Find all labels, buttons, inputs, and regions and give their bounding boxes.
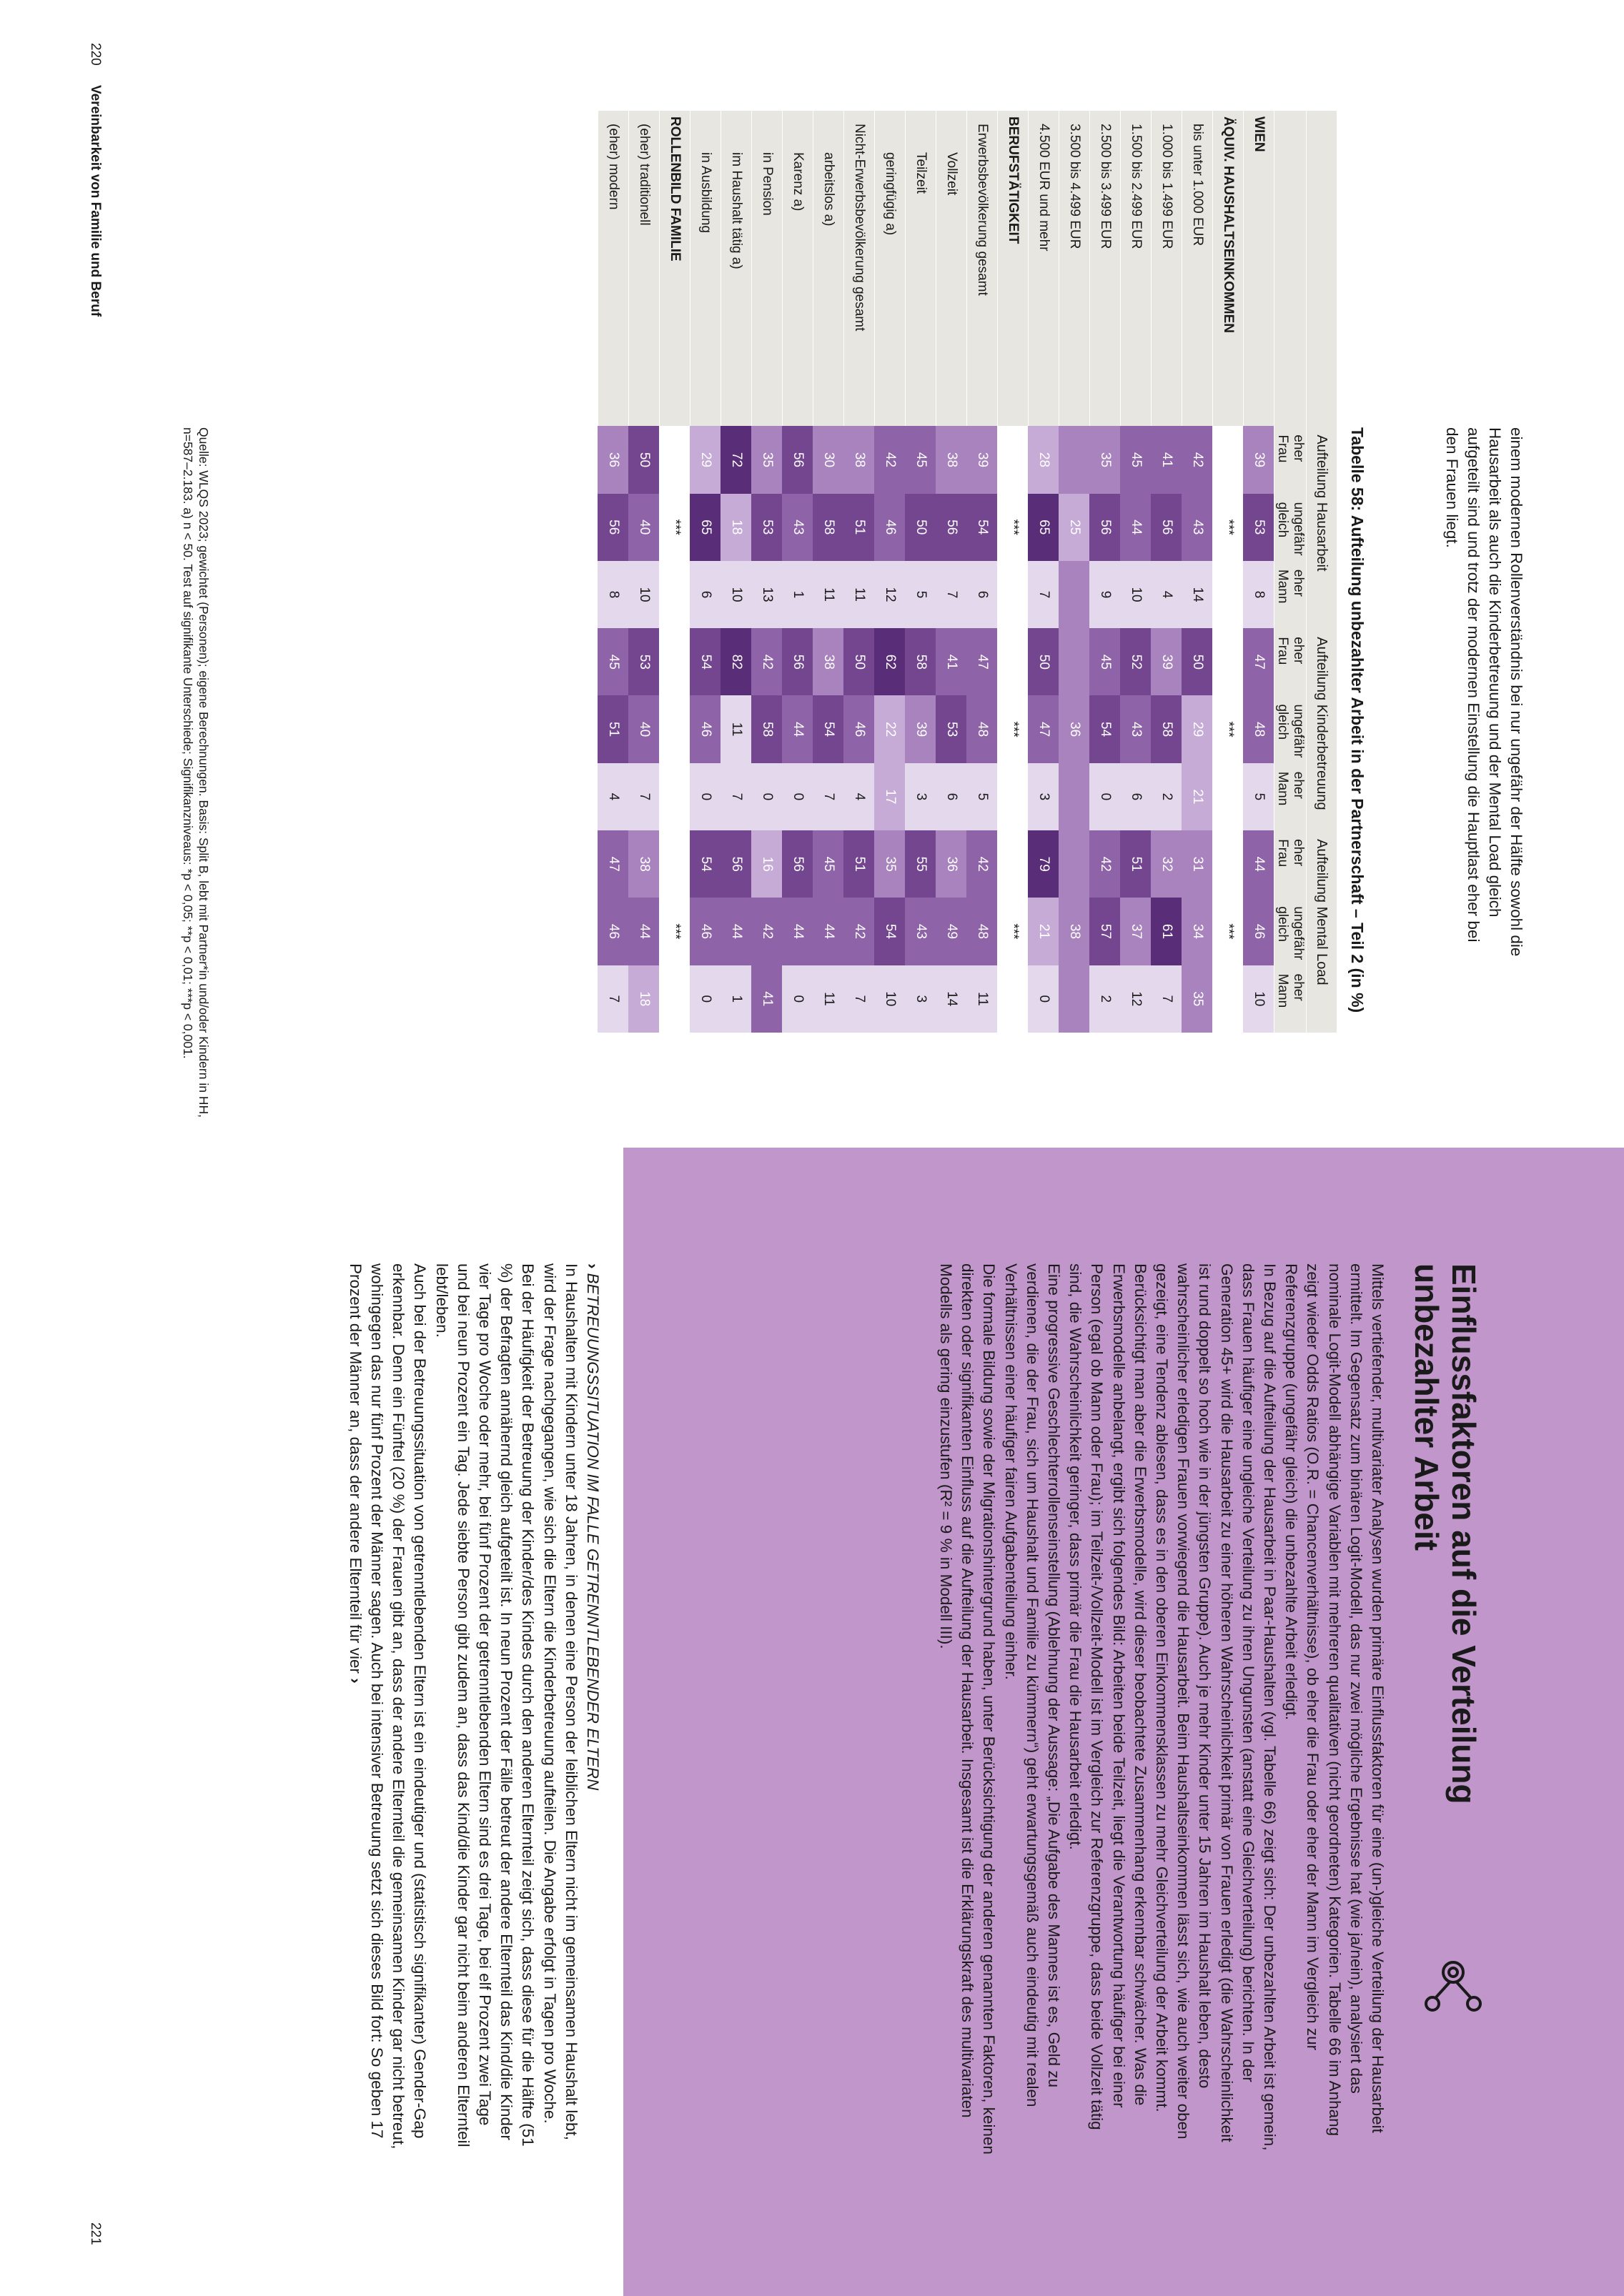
section-paragraph: Bei der Häufigkeit der Betreuung der Kinder/des Kindes durch den anderen Elternteil zeigt sich, dass diese für die Hälfte (51 %) der Befragten annähernd gleich aufgeteilt ist. In neun Prozent der Fälle betreut der andere Elternteil das Kind/die Kinder vier Tage pro Woche oder mehr, bei fünf Prozent der getrenntlebenden Eltern sind es drei Tage, bei elf Prozent zwei Tage und bei neun Prozent ein Tag. Jede siebte Person gibt zudem an, dass das Kind/die Kinder gar nicht beim anderen Elternteil lebt/leben. (432, 1263, 538, 2147)
table-cell: 39 (906, 695, 936, 762)
table-cell: 53 (752, 494, 783, 561)
table-cell: 6 (967, 561, 998, 628)
table-cell: 44 (783, 898, 813, 965)
section-body (345, 1263, 603, 2157)
running-head-title: Vereinbarkeit von Familie und Beruf (88, 84, 103, 317)
table-cell: 54 (813, 695, 844, 762)
table-subheader (1274, 111, 1307, 1033)
table-cell: 46 (844, 695, 875, 762)
table-cell: 2 (1152, 763, 1182, 830)
table-cell: 82 (721, 628, 752, 695)
table-cell: 35 (875, 830, 906, 898)
table-row (1152, 111, 1182, 1033)
table-cell: 21 (1182, 763, 1213, 830)
group-mental-load: Aufteilung Mental Load (1307, 830, 1337, 1033)
section-paragraph: Auch bei der Betreuungssituation von getrenntlebenden Eltern ist ein eindeutiger und (statistisch signifikanter) Gender-Gap erkennbar. Denn ein Fünftel (20 %) der Frauen gibt an, dass der andere Elternteil die gemeinsamen Kinder gar nicht betreut, wohingegen das nur fünf Prozent der Männer sagen. Auch bei intensiver Betreuung setzt sich dieses Bild fort: So geben 17 Prozent der Männer an, dass der andere Elternteil für vier › (346, 1263, 430, 2150)
table-cell (1059, 763, 1090, 830)
table-cell: 44 (629, 898, 660, 965)
table-cell: 0 (783, 965, 813, 1033)
table-cell: 43 (783, 494, 813, 561)
significance-cell (660, 695, 690, 762)
table-cell: 17 (875, 763, 906, 830)
table-cell: 65 (690, 494, 721, 561)
significance-cell (660, 561, 690, 628)
significance-cell: *** (660, 898, 690, 965)
page-number-left: 220 (88, 43, 103, 66)
table-cell (1059, 965, 1090, 1033)
table-cell: 11 (721, 695, 752, 762)
table-cell: 1 (721, 965, 752, 1033)
row-label: 2.500 bis 3.499 EUR (1090, 111, 1121, 426)
table-cell: 58 (1152, 695, 1182, 762)
table-cell: 42 (752, 898, 783, 965)
table-row (690, 111, 721, 1033)
table-row (598, 111, 629, 1033)
table-cell: 2 (1090, 965, 1121, 1033)
table-cell: 0 (752, 763, 783, 830)
running-head (87, 43, 103, 317)
significance-cell (998, 965, 1029, 1033)
table-cell: 16 (752, 830, 783, 898)
table-cell: 40 (629, 695, 660, 762)
table-cell: 54 (690, 628, 721, 695)
table-group-header (1307, 111, 1337, 1033)
table-cell: 5 (1244, 763, 1274, 830)
table-cell: 42 (1090, 830, 1121, 898)
table-cell: 62 (875, 628, 906, 695)
subcol-header: eher Frau (1274, 830, 1307, 898)
table-cell: 4 (1152, 561, 1182, 628)
table-cell: 34 (1182, 898, 1213, 965)
table-row (629, 111, 660, 1033)
table-cell: 38 (1059, 898, 1090, 965)
table-cell: 0 (1090, 763, 1121, 830)
table-cell: 22 (875, 695, 906, 762)
panel-paragraph: Eine progressive Geschlechterrollenseinstellung (Ablehnung der Aussage: „Die Aufgabe des Mannes ist es, Geld zu verdienen, die der Frau, sich um Haushalt und Familie zu kümmern“) geht erwartungsgemäß auch eindeutig mit realen Verhältnissen einer häufiger fairen Aufgabenteilung einher. (1001, 1263, 1063, 2107)
table-cell: 14 (1182, 561, 1213, 628)
table-cell: 41 (752, 965, 783, 1033)
table-cell: 54 (690, 830, 721, 898)
distribution-table (598, 111, 1337, 1033)
table-cell: 58 (813, 494, 844, 561)
table-cell: 50 (1182, 628, 1213, 695)
table-cell: 10 (1121, 561, 1152, 628)
table-cell: 50 (1029, 628, 1059, 695)
table-cell: 43 (906, 898, 936, 965)
table-cell: 39 (967, 426, 998, 493)
table-cell: 46 (598, 898, 629, 965)
table-row (906, 111, 936, 1033)
table-cell: 51 (1121, 830, 1152, 898)
table-cell: 56 (936, 494, 967, 561)
section-paragraphs (345, 1263, 582, 2157)
table-cell: 42 (844, 898, 875, 965)
table-cell: 58 (906, 628, 936, 695)
table-row (1182, 111, 1213, 1033)
table-row (813, 111, 844, 1033)
table-cell: 45 (1090, 628, 1121, 695)
table-cell: 41 (936, 628, 967, 695)
significance-cell (1213, 426, 1244, 493)
significance-cell (1213, 628, 1244, 695)
table-cell: 38 (844, 426, 875, 493)
intro-text: einem modernen Rollenverständnis bei nur ungefähr der Hälfte sowohl die Hausarbeit als auch die Kinderbetreuung und der Mental Load gleich aufgeteilt sind und trotz der modernen Einstellung die Hauptlast eher bei den Frauen liegt. (1443, 427, 1525, 957)
table-cell: 12 (875, 561, 906, 628)
table-corner (1307, 111, 1337, 426)
table-cell: 45 (1121, 426, 1152, 493)
table-source-note: Quelle: WLQS 2023; gewichtet (Personen); eigene Berechnungen. Basis: Split B, lebt mit Partner*in und/oder Kindern in HH, n=587–2.183. a) n < 50. Test auf signifikante Unterschiede; Signifikanzniveaus: *p < 0,05; **p < 0,01; ***p < 0,001. (181, 427, 211, 1118)
table-cell: 25 (1059, 494, 1090, 561)
table-cell: 32 (1152, 830, 1182, 898)
table-cell: 6 (690, 561, 721, 628)
row-label: 4.500 EUR und mehr (1029, 111, 1059, 426)
row-label: (eher) modern (598, 111, 629, 426)
section-paragraph: In Haushalten mit Kindern unter 18 Jahren, in denen eine Person der leiblichen Eltern nicht im gemeinsamen Haushalt lebt, wird der Frage nachgegangen, wie sich die Eltern die Kinderbetreuung aufteilen. Die Angabe erfolgt in Tagen pro Woche. (540, 1263, 580, 2140)
table-cell: 46 (1244, 898, 1274, 965)
table-cell: 0 (1029, 965, 1059, 1033)
significance-cell (998, 561, 1029, 628)
table-cell (1059, 426, 1090, 493)
row-label: 1.000 bis 1.499 EUR (1152, 111, 1182, 426)
table-cell: 6 (936, 763, 967, 830)
row-label: im Haushalt tätig a) (721, 111, 752, 426)
table-cell: 65 (1029, 494, 1059, 561)
significance-cell (998, 763, 1029, 830)
table-corner-sub (1274, 111, 1307, 426)
significance-cell (660, 628, 690, 695)
page-number-right: 221 (88, 2222, 103, 2245)
group-hausarbeit: Aufteilung Hausarbeit (1307, 426, 1337, 628)
row-label: geringfügig a) (875, 111, 906, 426)
table-cell: 38 (936, 426, 967, 493)
table-cell: 0 (690, 965, 721, 1033)
significance-cell (998, 830, 1029, 898)
table-cell: 61 (1152, 898, 1182, 965)
table-cell: 56 (1090, 494, 1121, 561)
table-cell: 3 (1029, 763, 1059, 830)
table-cell: 53 (1244, 494, 1274, 561)
table-cell: 11 (813, 965, 844, 1033)
table-cell: 18 (629, 965, 660, 1033)
table-cell: 42 (752, 628, 783, 695)
row-label: in Ausbildung (690, 111, 721, 426)
table-cell: 7 (936, 561, 967, 628)
table-row (660, 111, 690, 1033)
table-cell (1059, 830, 1090, 898)
table-cell: 50 (906, 494, 936, 561)
row-label: BERUFSTÄTIGKEIT (998, 111, 1029, 426)
significance-cell: *** (1213, 695, 1244, 762)
table-caption: Tabelle 58: Aufteilung unbezahlter Arbeit in der Partnerschaft – Teil 2 (in %) (1348, 427, 1367, 1013)
table-cell: 12 (1121, 965, 1152, 1033)
table-cell: 55 (906, 830, 936, 898)
arrow-icon: › (584, 1263, 602, 1269)
significance-cell (998, 628, 1029, 695)
table-cell: 30 (813, 426, 844, 493)
table-cell: 47 (1244, 628, 1274, 695)
table-cell: 11 (967, 965, 998, 1033)
table-cell: 44 (721, 898, 752, 965)
significance-cell (660, 830, 690, 898)
table-cell: 54 (1090, 695, 1121, 762)
table-row (875, 111, 906, 1033)
subcol-header: eher Mann (1274, 763, 1307, 830)
table-cell: 48 (1244, 695, 1274, 762)
table-cell: 37 (1121, 898, 1152, 965)
table-row (967, 111, 998, 1033)
table-cell: 52 (1121, 628, 1152, 695)
row-label: (eher) traditionell (629, 111, 660, 426)
significance-cell (660, 426, 690, 493)
significance-cell (1213, 830, 1244, 898)
table-cell: 14 (936, 965, 967, 1033)
significance-cell (1213, 763, 1244, 830)
table-cell: 56 (721, 830, 752, 898)
share-nodes-icon (1422, 1958, 1484, 2019)
table-row (721, 111, 752, 1033)
table-cell: 56 (1152, 494, 1182, 561)
table-cell: 6 (1121, 763, 1152, 830)
table-cell: 4 (598, 763, 629, 830)
table-cell: 79 (1029, 830, 1059, 898)
table-cell: 7 (844, 965, 875, 1033)
row-label: Vollzeit (936, 111, 967, 426)
table-cell: 0 (783, 763, 813, 830)
table-cell: 47 (598, 830, 629, 898)
table-cell: 8 (598, 561, 629, 628)
table-row (1059, 111, 1090, 1033)
table-cell: 0 (690, 763, 721, 830)
panel-title: Einflussfaktoren auf die Verteilung unbezahlter Arbeit (1408, 1263, 1482, 1804)
table-cell: 42 (875, 426, 906, 493)
table-cell: 46 (690, 898, 721, 965)
table-cell: 10 (629, 561, 660, 628)
table-cell: 39 (1152, 628, 1182, 695)
table-cell: 35 (1182, 965, 1213, 1033)
table-cell: 72 (721, 426, 752, 493)
table-cell: 56 (783, 830, 813, 898)
table-cell: 49 (936, 898, 967, 965)
subcol-header: eher Mann (1274, 965, 1307, 1033)
table-cell: 51 (598, 695, 629, 762)
table-cell: 7 (598, 965, 629, 1033)
row-label: arbeitslos a) (813, 111, 844, 426)
table-cell: 38 (813, 628, 844, 695)
table-row (1213, 111, 1244, 1033)
table-cell: 1 (783, 561, 813, 628)
table-cell: 5 (906, 561, 936, 628)
table-cell: 47 (1029, 695, 1059, 762)
table-cell: 3 (906, 965, 936, 1033)
table-cell: 53 (629, 628, 660, 695)
table-cell: 8 (1244, 561, 1274, 628)
table-cell: 48 (967, 695, 998, 762)
table-cell: 35 (1090, 426, 1121, 493)
row-label: 1.500 bis 2.499 EUR (1121, 111, 1152, 426)
group-kinderbetreuung: Aufteilung Kinderbetreuung (1307, 628, 1337, 830)
row-label: ÄQUIV. HAUSHALTSEINKOMMEN (1213, 111, 1244, 426)
table-cell: 5 (967, 763, 998, 830)
row-label: Teilzeit (906, 111, 936, 426)
table-cell: 36 (598, 426, 629, 493)
table-cell: 53 (936, 695, 967, 762)
table-cell: 18 (721, 494, 752, 561)
table-cell: 54 (967, 494, 998, 561)
table-cell: 45 (813, 830, 844, 898)
table-row (783, 111, 813, 1033)
table-cell: 44 (1244, 830, 1274, 898)
section-heading-text: BETREUUNGSSITUATION IM FALLE GETRENNTLEBENDER ELTERN (584, 1273, 602, 1791)
table-cell: 4 (844, 763, 875, 830)
table-cell: 36 (936, 830, 967, 898)
table-cell: 28 (1029, 426, 1059, 493)
table-cell: 41 (1152, 426, 1182, 493)
table-cell: 46 (690, 695, 721, 762)
table-cell: 7 (721, 763, 752, 830)
table-row (1121, 111, 1152, 1033)
table-cell: 54 (875, 898, 906, 965)
table-cell: 40 (629, 494, 660, 561)
significance-cell (998, 426, 1029, 493)
panel-paragraph: In Bezug auf die Aufteilung der Hausarbeit in Paar-Haushalten (vgl. Tabelle 66) zeigt sich: Der unbezahlten Arbeit ist gemein, dass Frauen häufiger eine ungleiche Verteilung zu ihren Ungunsten (anstatt eine Gleichverteilung) berichten. In der Generation 45+ wird die Hausarbeit zu einer höheren Wahrscheinlichkeit primär von Frauen erledigt (die Wahrscheinlichkeit ist rund doppelt so hoch wie in der jüngsten Gruppe). Auch je mehr Kinder unter 15 Jahren im Haushalt leben, desto wahrscheinlicher erledigen Frauen vorwiegend die Hausarbeit. Beim Haushaltseinkommen lässt sich, wie auch weiter oben gezeigt, eine Tendenz ablesen, dass es in den oberen Einkommensklassen zu mehr Gleichverteilung der Arbeit kommt. Berücksichtigt man aber die Erwerbsmodelle, wird dieser beobachtete Zusammenhang erkennbar schwächer. Was die Erwerbsmodelle anbelangt, ergibt sich folgendes Bild: Arbeiten beide Teilzeit, liegt die Verantwortung häufiger bei einer Person (egal ob Mann oder Frau); im Teilzeit-/Vollzeit-Modell ist im Vergleich zur Referenzgruppe, dass beide Vollzeit tätig sind, die Wahrscheinlichkeit geringer, dass primär die Frau die Hausarbeit erledigt. (1066, 1263, 1279, 2151)
table-cell: 39 (1244, 426, 1274, 493)
row-label: ROLLENBILD FAMILIE (660, 111, 690, 426)
table-cell: 42 (967, 830, 998, 898)
row-label: Nicht-Erwerbsbevölkerung gesamt (844, 111, 875, 426)
table-cell: 10 (721, 561, 752, 628)
significance-cell: *** (660, 494, 690, 561)
significance-cell: *** (1213, 494, 1244, 561)
table-cell: 10 (1244, 965, 1274, 1033)
table-cell: 9 (1090, 561, 1121, 628)
section-heading (582, 1263, 603, 2157)
panel-paragraph: Die formale Bildung sowie der Migrationshintergrund haben, unter Berücksichtigung der anderen genannten Faktoren, keinen direkten oder signifikanten Einfluss auf die Aufteilung der Hausarbeit. Insgesamt ist die Erklärungskraft des multivariaten Modells als gering einzustufen (R² = 9 % in Modell III). (936, 1263, 999, 2155)
table-row (844, 111, 875, 1033)
table-cell: 11 (844, 561, 875, 628)
table-cell: 44 (783, 695, 813, 762)
table-cell: 56 (783, 426, 813, 493)
subcol-header: eher Frau (1274, 426, 1307, 493)
table-cell: 56 (783, 628, 813, 695)
table-cell: 45 (598, 628, 629, 695)
table-cell: 3 (906, 763, 936, 830)
significance-cell: *** (1213, 898, 1244, 965)
table-cell: 11 (813, 561, 844, 628)
row-label: bis unter 1.000 EUR (1182, 111, 1213, 426)
panel-body (935, 1263, 1388, 2157)
table-body (598, 111, 1274, 1033)
table-cell: 7 (1029, 561, 1059, 628)
table-cell: 44 (813, 898, 844, 965)
table-cell: 43 (1121, 695, 1152, 762)
table-cell: 13 (752, 561, 783, 628)
row-label: in Pension (752, 111, 783, 426)
table-cell: 46 (875, 494, 906, 561)
subcol-header: ungefähr gleich (1274, 695, 1307, 762)
table-cell: 31 (1182, 830, 1213, 898)
table-cell: 7 (1152, 965, 1182, 1033)
significance-cell (660, 965, 690, 1033)
panel-paragraph: Mittels vertiefender, multivariater Analysen wurden primäre Einflussfaktoren für eine (un-)gleiche Verteilung der Hausarbeit ermittelt. Im Gegensatz zum binären Logit-Modell, das nur zwei mögliche Ergebnisse hat (wie ja/nein), analysiert das nominale Logit-Modell abhängige Variablen mit mehreren qualitativen (nicht geordneten) Kategorien. Tabelle 66 im Anhang zeigt wieder Odds Ratios (O.R. = Chancenverhältnisse), ob eher die Frau oder eher der Mann im Vergleich zur Referenzgruppe (ungefähr gleich) die unbezahlte Arbeit erledigt. (1282, 1263, 1387, 2137)
subcol-header: eher Frau (1274, 628, 1307, 695)
table-cell: 58 (752, 695, 783, 762)
table-cell: 56 (598, 494, 629, 561)
significance-cell (1213, 965, 1244, 1033)
table-cell: 29 (1182, 695, 1213, 762)
significance-cell (1213, 561, 1244, 628)
table-cell: 29 (690, 426, 721, 493)
table-row (752, 111, 783, 1033)
table-row (1244, 111, 1274, 1033)
table-cell: 47 (967, 628, 998, 695)
table-cell: 36 (1059, 695, 1090, 762)
table-cell (1059, 561, 1090, 628)
table-cell: 35 (752, 426, 783, 493)
row-label: Erwerbsbevölkerung gesamt (967, 111, 998, 426)
row-label: Karenz a) (783, 111, 813, 426)
table-cell: 44 (1121, 494, 1152, 561)
row-label: WIEN (1244, 111, 1274, 426)
significance-cell (660, 763, 690, 830)
row-label: 3.500 bis 4.499 EUR (1059, 111, 1090, 426)
table-cell: 10 (875, 965, 906, 1033)
table-cell: 7 (629, 763, 660, 830)
table-cell (1059, 628, 1090, 695)
significance-cell: *** (998, 695, 1029, 762)
subcol-header: ungefähr gleich (1274, 494, 1307, 561)
table-cell: 21 (1029, 898, 1059, 965)
table-row (936, 111, 967, 1033)
table-cell: 45 (906, 426, 936, 493)
significance-cell: *** (998, 494, 1029, 561)
table-row (1029, 111, 1059, 1033)
table-cell: 42 (1182, 426, 1213, 493)
table-row (998, 111, 1029, 1033)
table-cell: 57 (1090, 898, 1121, 965)
table-cell: 50 (629, 426, 660, 493)
table-cell: 38 (629, 830, 660, 898)
subcol-header: eher Mann (1274, 561, 1307, 628)
table-cell: 51 (844, 494, 875, 561)
table-cell: 43 (1182, 494, 1213, 561)
table-cell: 48 (967, 898, 998, 965)
table-cell: 51 (844, 830, 875, 898)
significance-cell: *** (998, 898, 1029, 965)
table-row (1090, 111, 1121, 1033)
table-cell: 50 (844, 628, 875, 695)
subcol-header: ungefähr gleich (1274, 898, 1307, 965)
continue-icon: › (346, 1674, 365, 1684)
table-cell: 7 (813, 763, 844, 830)
